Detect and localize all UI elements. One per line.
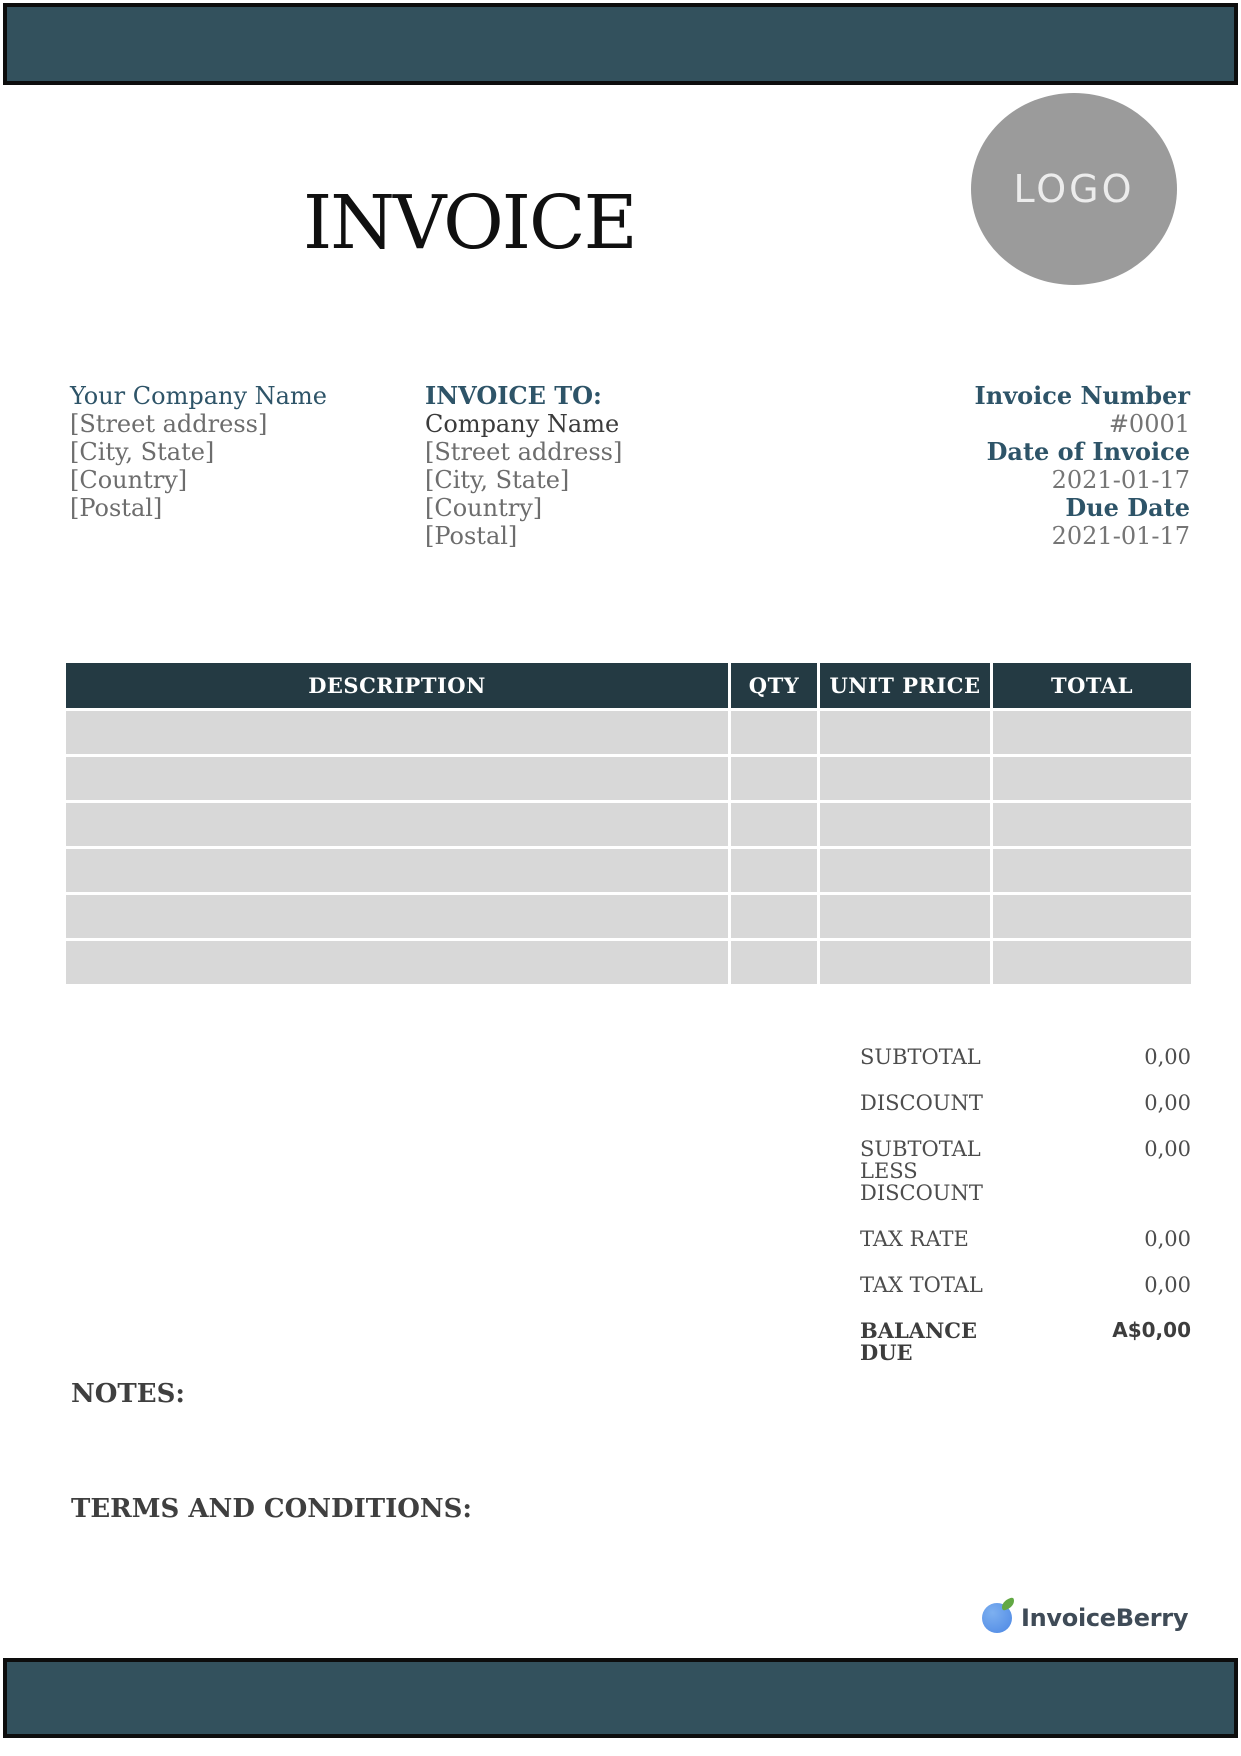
tax-rate-value: 0,00 [1144,1227,1191,1252]
empty-line-item-cell [993,849,1191,892]
invoiceberry-leaf-icon [1000,1597,1016,1611]
terms-heading: TERMS AND CONDITIONS: [71,1494,473,1524]
empty-line-item-cell [993,803,1191,846]
recipient-street: [Street address] [425,438,623,466]
column-header-total: TOTAL [993,663,1191,708]
totals-summary [860,1046,1191,1388]
empty-line-item-cell [820,849,990,892]
empty-line-item-cell [820,711,990,754]
tax-total-row [860,1274,1191,1296]
invoice-date-label: Date of Invoice [986,437,1190,466]
sender-postal: [Postal] [70,494,163,522]
tax-rate-label: TAX RATE [860,1227,969,1252]
due-date-label: Due Date [1065,493,1190,522]
notes-heading: NOTES: [71,1379,185,1409]
sender-address-block [70,382,400,522]
subtotal-less-discount-label: SUBTOTAL LESS DISCOUNT [860,1137,983,1206]
subtotal-value: 0,00 [1144,1045,1191,1069]
due-date-value: 2021-01-17 [1051,522,1190,550]
line-items-table [66,663,1191,984]
logo-placeholder-text: LOGO [1013,167,1135,211]
sender-company-name: Your Company Name [70,382,327,410]
tax-total-label: TAX TOTAL [860,1273,983,1298]
invoice-to-heading: INVOICE TO: [425,381,602,410]
page-title: INVOICE [303,180,636,266]
empty-line-item-cell [66,803,728,846]
subtotal-less-discount-row [860,1138,1191,1204]
empty-line-item-cell [993,895,1191,938]
recipient-city-state: [City, State] [425,466,570,494]
subtotal-less-discount-value: 0,00 [1144,1137,1191,1162]
empty-line-item-cell [66,941,728,984]
empty-line-item-cell [820,803,990,846]
empty-line-item-cell [731,803,817,846]
recipient-company-name: Company Name [425,410,620,438]
invoice-number-label: Invoice Number [974,381,1190,410]
empty-line-item-cell [993,757,1191,800]
invoice-meta-block [850,382,1190,550]
empty-line-item-cell [820,895,990,938]
balance-due-row [860,1320,1191,1364]
line-items-header-row [66,663,1191,708]
empty-line-item-cell [993,711,1191,754]
empty-line-item-cell [820,757,990,800]
invoice-number-value: #0001 [1108,410,1190,438]
discount-value: 0,00 [1144,1091,1191,1116]
empty-line-item-cell [66,711,728,754]
empty-line-item-cell [66,849,728,892]
sender-street: [Street address] [70,410,268,438]
empty-line-item-cell [820,941,990,984]
bottom-accent-bar [3,1658,1238,1738]
empty-line-item-cell [731,895,817,938]
sender-city-state: [City, State] [70,438,215,466]
empty-line-item-cell [66,757,728,800]
empty-line-item-cell [731,941,817,984]
invoiceberry-brand-name: InvoiceBerry [1021,1604,1189,1632]
empty-line-item-cell [731,711,817,754]
balance-due-value: A$0,00 [1112,1318,1191,1343]
discount-row [860,1092,1191,1114]
logo-placeholder [971,93,1177,285]
tax-rate-row [860,1228,1191,1250]
empty-line-item-cell [731,757,817,800]
column-header-description: DESCRIPTION [66,663,728,708]
invoiceberry-berry-icon [982,1603,1012,1633]
line-items-body [66,711,1191,984]
subtotal-label: SUBTOTAL [860,1045,981,1069]
column-header-qty: QTY [731,663,817,708]
invoiceberry-brand [982,1603,1188,1633]
recipient-address-block [425,382,755,550]
subtotal-row [860,1046,1191,1068]
top-accent-bar [3,3,1238,85]
balance-due-label: BALANCE DUE [860,1318,978,1366]
tax-total-value: 0,00 [1144,1273,1191,1298]
sender-country: [Country] [70,466,188,494]
column-header-unit-price: UNIT PRICE [820,663,990,708]
discount-label: DISCOUNT [860,1091,983,1116]
empty-line-item-cell [993,941,1191,984]
recipient-country: [Country] [425,494,543,522]
empty-line-item-cell [731,849,817,892]
invoice-date-value: 2021-01-17 [1051,466,1190,494]
empty-line-item-cell [66,895,728,938]
recipient-postal: [Postal] [425,522,518,550]
